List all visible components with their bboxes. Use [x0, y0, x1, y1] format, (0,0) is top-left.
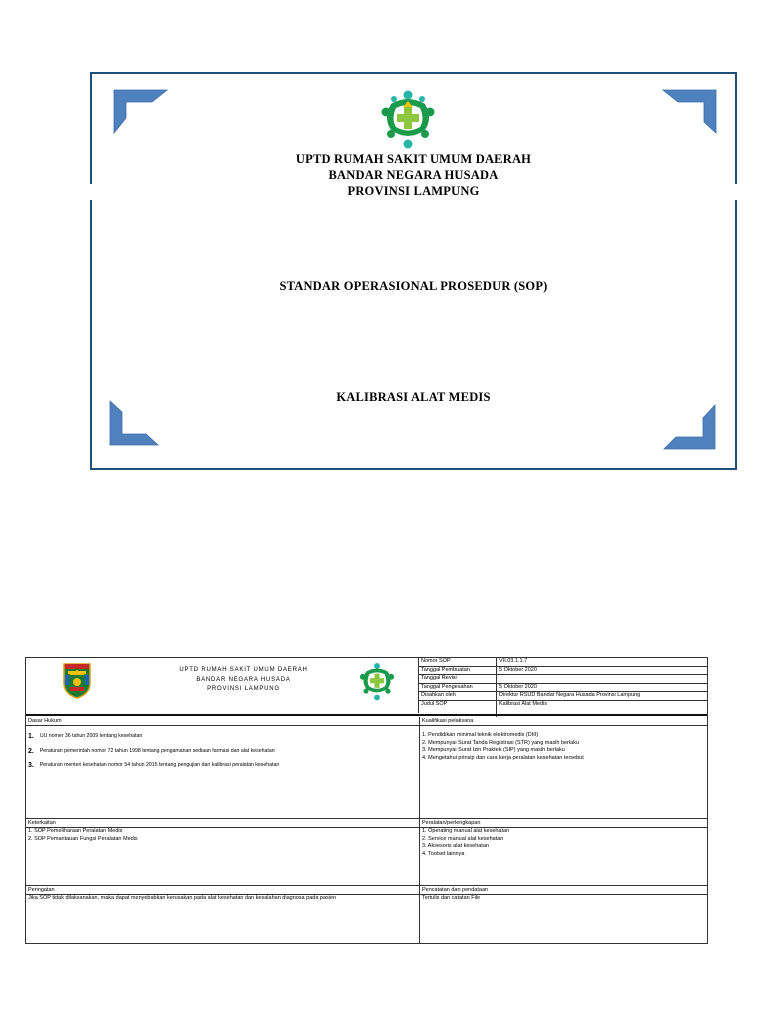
- meta-key: Tanggal Pembuatan: [419, 667, 497, 675]
- section-title: Pencatatan dan pendataan: [420, 886, 707, 895]
- section-keterkaitan: [26, 819, 420, 885]
- sop-meta-table: [419, 658, 707, 713]
- lampung-crest-icon: [62, 661, 92, 699]
- section-body: [26, 828, 419, 843]
- cover-org-name: [90, 151, 737, 199]
- meta-value: Direktur RSUD Bandar Negara Husada Provinsi Lampung: [499, 692, 641, 698]
- list-item: 4. Mengetahui prinsip dan cara kerja peralatan kesehatan tersebut: [422, 754, 584, 761]
- section-title: Keterkaitan: [26, 819, 419, 828]
- list-item: 2. Service manual alat kesehatan: [422, 835, 504, 842]
- meta-row-tanggal-pembuatan: [419, 667, 707, 676]
- meta-row-tanggal-revisi: [419, 675, 707, 684]
- sop-table: [25, 657, 708, 944]
- header-separator: [26, 714, 707, 716]
- org-line-1: UPTD RUMAH SAKIT UMUM DAERAH: [295, 152, 532, 166]
- corner-ornament-top-left-icon: [112, 88, 168, 134]
- meta-row-tanggal-pengesahan: [419, 684, 707, 693]
- item-number: 2.: [28, 747, 34, 755]
- item-text: Peraturan menteri kesehatan nomor 54 tahun 2015 tentang pengujian dan kalibrasi peralatan kesehatan: [39, 762, 280, 768]
- meta-key: Judul SOP: [419, 701, 497, 717]
- meta-row-nomor: [419, 658, 707, 667]
- list-item: 4. Toolset lainnya: [422, 850, 465, 857]
- list-item: [28, 762, 419, 770]
- org-line-2: BANDAR NEGARA HUSADA: [328, 168, 499, 182]
- list-item: 1. Pendidikan minimal teknik elektromedis (DIII): [422, 732, 539, 738]
- meta-row-disahkan-oleh: [419, 692, 707, 701]
- cover-border-bottom: [90, 200, 737, 470]
- sop-header: [26, 658, 419, 713]
- item-text: UU nomer 36 tahun 2009 tentang kesehatan: [39, 733, 143, 739]
- meta-key: Tanggal Pengesahan: [419, 684, 497, 692]
- hospital-emblem-small-icon: [357, 662, 397, 702]
- org-line-3: PROVINSI LAMPUNG: [347, 184, 480, 198]
- header-org-line-3: PROVINSI LAMPUNG: [207, 686, 280, 692]
- cover-document-title: KALIBRASI ALAT MEDIS: [336, 390, 491, 404]
- meta-value: 5 Oktober 2020: [499, 666, 537, 673]
- section-title: Peralatan/perlengkapan: [420, 819, 707, 828]
- cover-document-type: STANDAR OPERASIONAL PROSEDUR (SOP): [279, 279, 548, 293]
- section-body: [420, 732, 707, 762]
- section-title: Kualifikasi pelaksana: [420, 717, 707, 726]
- corner-ornament-bottom-left-icon: [108, 400, 164, 446]
- meta-value: VII.03.1.1.7: [499, 658, 528, 664]
- section-pencatatan: [420, 886, 707, 943]
- list-item: 1. SOP Pemeliharaan Peralatan Medis: [28, 828, 123, 834]
- meta-value: 5 Oktober 2020: [499, 683, 537, 690]
- item-number: 3.: [28, 762, 34, 769]
- section-body: Tertulis dan catatan File: [422, 895, 481, 901]
- list-item: [28, 748, 419, 756]
- meta-key: Tanggal Revisi: [419, 675, 497, 683]
- header-org-line-2: BANDAR NEGARA HUSADA: [196, 676, 291, 683]
- section-peralatan: [420, 819, 707, 885]
- list-item: 3. Aksesoris alat kesehatan: [422, 843, 489, 849]
- cover-page: [90, 72, 737, 470]
- item-text: Peraturan pemerintah nomor 72 tahun 1998 tentang pengamanan sediaan farmasi dan alat kesehatan: [39, 747, 275, 754]
- section-body: [26, 733, 419, 770]
- section-title: Dasar Hukum: [26, 717, 419, 726]
- meta-value: Kalibrasi Alat Medis: [499, 700, 547, 707]
- section-title: Peringatan: [26, 886, 419, 895]
- header-org-line-1: UPTD RUMAH SAKIT UMUM DAERAH: [179, 667, 308, 673]
- corner-ornament-top-right-icon: [662, 88, 718, 134]
- list-item: 2. SOP Pemantauan Fungsi Peralatan Medis: [28, 835, 138, 842]
- list-item: 2. Mempunyai Surat Tanda Registrasi (STR) yang masih berlaku: [422, 739, 580, 746]
- list-item: 1. Operating manual alat kesehatan: [422, 828, 510, 834]
- meta-key: Nomor SOP: [419, 658, 497, 666]
- list-item: [28, 733, 419, 741]
- section-kualifikasi: [420, 717, 707, 818]
- meta-value: [497, 675, 707, 683]
- hospital-emblem-icon: [377, 90, 439, 150]
- section-peringatan: [26, 886, 420, 943]
- sop-header-org-name: [156, 666, 331, 695]
- item-number: 1.: [28, 733, 34, 740]
- corner-ornament-bottom-right-icon: [662, 404, 718, 450]
- list-item: 3. Mempunyai Surat Izin Praktek (SIP) yang masih berlaku: [422, 747, 565, 753]
- section-body: [420, 828, 707, 858]
- section-dasar-hukum: [26, 717, 420, 818]
- meta-key: Disahkan oleh: [419, 692, 497, 700]
- section-body: Jika SOP tidak dilaksanakan, maka dapat menyebabkan kerusakan pada alat kesehatan dan kesalahan diagnosa pada pasien: [28, 895, 337, 901]
